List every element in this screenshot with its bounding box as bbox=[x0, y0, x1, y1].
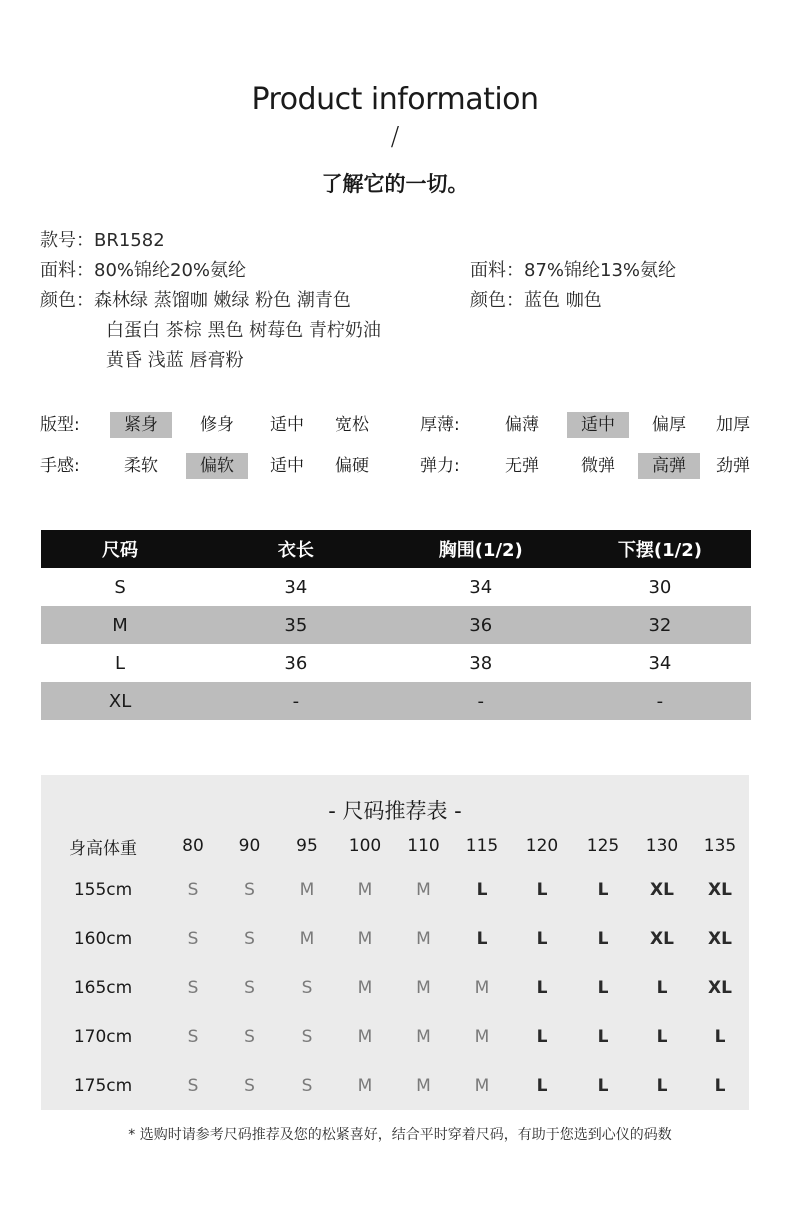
size-cell: L bbox=[476, 879, 488, 900]
size-cell: M bbox=[357, 928, 373, 949]
stretch-option: 高弹 bbox=[638, 453, 700, 479]
stretch-label: 弹力: bbox=[420, 456, 460, 476]
recommendation-table bbox=[41, 827, 749, 1110]
size-cell: S bbox=[114, 576, 126, 598]
height-cell: 175cm bbox=[73, 1075, 133, 1096]
size-cell: L bbox=[536, 928, 548, 949]
fit-option: 紧身 bbox=[110, 412, 172, 438]
table-row bbox=[41, 914, 749, 963]
colors-left-line1: 森林绿 蒸馏咖 嫩绿 粉色 潮青色 bbox=[94, 290, 351, 311]
fabric-value-right: 87%锦纶13%氨纶 bbox=[524, 260, 677, 281]
size-cell: S bbox=[244, 928, 255, 949]
height-cell: 160cm bbox=[73, 928, 133, 949]
color-row-left bbox=[40, 286, 460, 316]
size-cell: M bbox=[299, 928, 315, 949]
colors-left-line3: 黄昏 浅蓝 唇膏粉 bbox=[106, 350, 244, 371]
size-cell: M bbox=[416, 928, 431, 949]
thickness-label: 厚薄: bbox=[420, 415, 460, 435]
thickness-option: 偏薄 bbox=[505, 415, 539, 435]
size-cell: M bbox=[357, 879, 373, 900]
size-cell: M bbox=[474, 1026, 490, 1047]
fit-option: 宽松 bbox=[335, 415, 369, 435]
size-cell: M bbox=[416, 879, 431, 900]
size-table-header bbox=[41, 530, 751, 568]
size-cell: S bbox=[244, 1075, 255, 1096]
table-row bbox=[41, 606, 751, 644]
weight-header: 115 bbox=[465, 836, 499, 856]
color-row-right bbox=[470, 286, 770, 316]
chest-cell: 38 bbox=[469, 652, 493, 674]
hem-cell: 34 bbox=[648, 652, 672, 674]
size-cell: S bbox=[301, 1075, 313, 1096]
feel-label: 手感: bbox=[40, 456, 80, 476]
model-label: 款号： bbox=[40, 230, 94, 251]
length-header: 衣长 bbox=[199, 530, 393, 568]
title-separator: / bbox=[390, 122, 400, 152]
size-cell: L bbox=[656, 977, 668, 998]
size-cell: XL bbox=[41, 682, 199, 720]
table-row bbox=[41, 865, 749, 914]
size-cell: M bbox=[416, 977, 431, 998]
size-cell: L bbox=[536, 879, 548, 900]
recommendation-title: - 尺码推荐表 - bbox=[328, 799, 462, 823]
size-cell: S bbox=[187, 928, 199, 949]
recommendation-header-row bbox=[41, 827, 749, 865]
thickness-option: 适中 bbox=[567, 412, 629, 438]
size-cell: L bbox=[714, 1026, 726, 1047]
chest-cell: 34 bbox=[469, 576, 493, 598]
thickness-option: 偏厚 bbox=[652, 415, 686, 435]
fabric-row-right bbox=[470, 256, 770, 286]
size-cell: M bbox=[474, 977, 490, 998]
length-cell: - bbox=[199, 682, 393, 720]
size-cell: S bbox=[187, 977, 199, 998]
size-cell: L bbox=[597, 928, 609, 949]
size-cell: S bbox=[244, 1026, 255, 1047]
fit-option: 修身 bbox=[200, 415, 234, 435]
color-label-left: 颜色： bbox=[40, 290, 94, 311]
size-cell: L bbox=[115, 652, 126, 674]
feel-option: 偏硬 bbox=[335, 456, 369, 476]
footnote: * 选购时请参考尺码推荐及您的松紧喜好，结合平时穿着尺码，有助于您选到心仪的码数 bbox=[128, 1127, 672, 1143]
product-info-left bbox=[40, 226, 460, 376]
weight-header: 135 bbox=[703, 836, 737, 856]
weight-header: 125 bbox=[586, 836, 620, 856]
size-cell: L bbox=[714, 1075, 726, 1096]
weight-header: 110 bbox=[407, 836, 440, 856]
hem-cell: - bbox=[569, 682, 751, 720]
fabric-label-right: 面料： bbox=[470, 260, 524, 281]
feel-option: 偏软 bbox=[186, 453, 248, 479]
size-cell: XL bbox=[708, 928, 732, 949]
size-cell: L bbox=[476, 928, 488, 949]
title-english: Product information bbox=[251, 82, 539, 117]
size-cell: S bbox=[244, 977, 255, 998]
title-chinese: 了解它的一切。 bbox=[321, 172, 469, 196]
size-cell: L bbox=[597, 1026, 609, 1047]
size-cell: M bbox=[299, 879, 315, 900]
size-table bbox=[41, 530, 751, 720]
fabric-label-left: 面料： bbox=[40, 260, 94, 281]
table-row bbox=[41, 1061, 749, 1110]
fit-option: 适中 bbox=[270, 415, 304, 435]
attr-row-feel-stretch bbox=[40, 453, 760, 481]
thickness-option: 加厚 bbox=[716, 415, 750, 435]
length-cell: 36 bbox=[284, 652, 308, 674]
chest-header: 胸围(1/2) bbox=[393, 530, 569, 568]
table-row bbox=[41, 644, 751, 682]
table-row bbox=[41, 568, 751, 606]
hem-cell: 30 bbox=[648, 576, 672, 598]
size-cell: S bbox=[187, 1075, 199, 1096]
size-cell: S bbox=[301, 977, 313, 998]
table-row bbox=[41, 682, 751, 720]
size-cell: XL bbox=[650, 928, 674, 949]
size-cell: L bbox=[597, 977, 609, 998]
size-cell: XL bbox=[708, 879, 732, 900]
size-cell: L bbox=[597, 1075, 609, 1096]
size-cell: S bbox=[244, 879, 255, 900]
weight-header: 120 bbox=[525, 836, 559, 856]
colors-right: 蓝色 咖色 bbox=[524, 290, 602, 311]
hem-cell: 32 bbox=[569, 606, 751, 644]
table-row bbox=[41, 963, 749, 1012]
size-cell: S bbox=[187, 879, 199, 900]
color-label-right: 颜色： bbox=[470, 290, 524, 311]
size-cell: L bbox=[536, 1075, 548, 1096]
colors-left-line2: 白蛋白 茶棕 黑色 树莓色 青柠奶油 bbox=[106, 320, 381, 341]
size-cell: M bbox=[357, 1075, 373, 1096]
size-cell: M bbox=[357, 977, 373, 998]
weight-header: 80 bbox=[182, 836, 204, 856]
length-cell: 34 bbox=[284, 576, 308, 598]
fit-label: 版型: bbox=[40, 415, 80, 435]
size-cell: M bbox=[357, 1026, 373, 1047]
size-cell: L bbox=[597, 879, 609, 900]
size-cell: L bbox=[536, 977, 548, 998]
height-cell: 165cm bbox=[73, 977, 133, 998]
attr-row-fit-thickness bbox=[40, 412, 760, 440]
size-recommendation-panel bbox=[41, 775, 749, 1110]
feel-option: 柔软 bbox=[124, 456, 158, 476]
size-cell: L bbox=[656, 1075, 668, 1096]
weight-header: 90 bbox=[238, 836, 261, 856]
product-info-right bbox=[470, 256, 770, 316]
size-cell: M bbox=[41, 606, 199, 644]
stretch-option: 劲弹 bbox=[716, 456, 750, 476]
corner-label: 身高体重 bbox=[69, 838, 137, 859]
size-header: 尺码 bbox=[41, 530, 199, 568]
size-cell: M bbox=[474, 1075, 490, 1096]
size-cell: L bbox=[656, 1026, 668, 1047]
size-cell: M bbox=[416, 1026, 431, 1047]
model-value: BR1582 bbox=[94, 230, 165, 251]
size-cell: M bbox=[416, 1075, 431, 1096]
weight-header: 100 bbox=[348, 836, 382, 856]
size-cell: L bbox=[536, 1026, 548, 1047]
fabric-value-left: 80%锦纶20%氨纶 bbox=[94, 260, 247, 281]
height-cell: 155cm bbox=[73, 879, 133, 900]
stretch-option: 微弹 bbox=[581, 456, 615, 476]
length-cell: 35 bbox=[199, 606, 393, 644]
feel-option: 适中 bbox=[270, 456, 304, 476]
chest-cell: 36 bbox=[393, 606, 569, 644]
model-row bbox=[40, 226, 460, 256]
hem-header: 下摆(1/2) bbox=[569, 530, 751, 568]
fabric-row-left bbox=[40, 256, 460, 286]
chest-cell: - bbox=[393, 682, 569, 720]
height-cell: 170cm bbox=[73, 1026, 133, 1047]
size-cell: XL bbox=[650, 879, 674, 900]
weight-header: 95 bbox=[296, 836, 318, 856]
size-cell: S bbox=[301, 1026, 313, 1047]
stretch-option: 无弹 bbox=[505, 456, 539, 476]
size-cell: S bbox=[187, 1026, 199, 1047]
table-row bbox=[41, 1012, 749, 1061]
size-cell: XL bbox=[708, 977, 732, 998]
weight-header: 130 bbox=[645, 836, 679, 856]
